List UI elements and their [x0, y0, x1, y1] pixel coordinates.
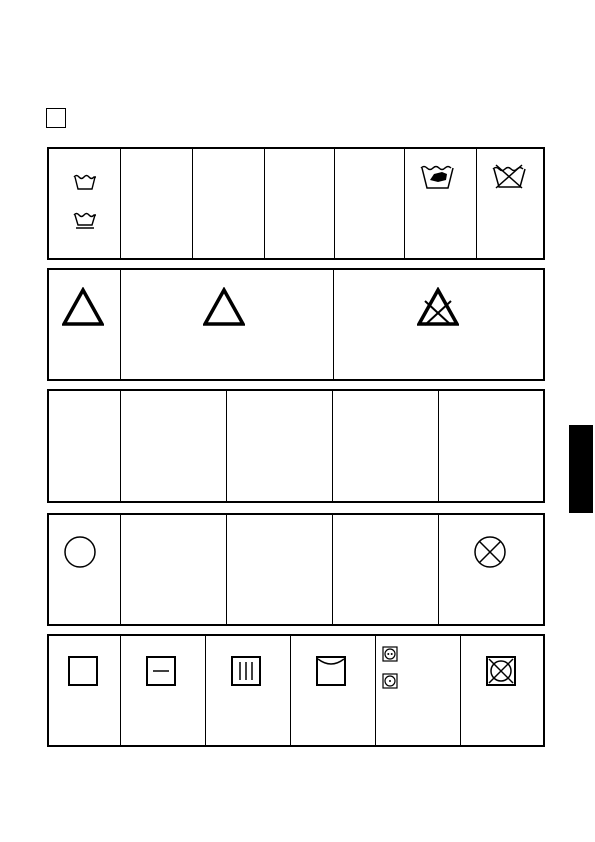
dryclean-a-cell: [121, 515, 227, 624]
iron-medium-cell: [227, 391, 333, 501]
drying-table: [47, 634, 545, 747]
wash-tub-bar-icon: [73, 212, 97, 230]
drying-square-icon: [67, 655, 99, 687]
dryclean-none-cell: [439, 515, 547, 624]
no-bleach-icon: [417, 287, 459, 327]
dry-drip-cell: [206, 636, 291, 745]
iron-none-cell: [439, 391, 547, 501]
wash-40-cell: [265, 149, 335, 258]
tumble-no-cell: [461, 636, 547, 745]
iron-label-cell: [49, 391, 121, 501]
no-dryclean-icon: [473, 535, 507, 569]
bleach-cl-icon: [203, 287, 245, 327]
no-tumble-icon: [485, 655, 517, 687]
wash-95-cell: [121, 149, 193, 258]
dry-flat-cell: [121, 636, 206, 745]
tumble-normal-icon: [382, 646, 398, 662]
dry-line-icon: [315, 655, 347, 687]
dryclean-label-cell: [49, 515, 121, 624]
hand-wash-icon: [420, 162, 454, 190]
info-icon: [46, 108, 66, 128]
dry-flat-icon: [145, 655, 177, 687]
language-tab: [569, 425, 593, 513]
iron-high-cell: [121, 391, 227, 501]
dry-line-cell: [291, 636, 376, 745]
wash-60-cell: [193, 149, 265, 258]
dryclean-f-cell: [333, 515, 439, 624]
wash-tub-icon: [73, 174, 97, 190]
dryclean-circle-icon: [63, 535, 97, 569]
bleach-triangle-icon: [62, 287, 104, 327]
iron-table: [47, 389, 545, 503]
drying-label-cell: [49, 636, 121, 745]
iron-low-cell: [333, 391, 439, 501]
dryclean-p-cell: [227, 515, 333, 624]
tumble-low-icon: [382, 673, 398, 689]
bleach-table: [47, 268, 545, 381]
no-wash-icon: [492, 163, 526, 189]
wash-30-cell: [335, 149, 405, 258]
wash-label-cell: [49, 149, 121, 258]
dry-drip-icon: [230, 655, 262, 687]
dryclean-table: [47, 513, 545, 626]
wash-table: [47, 147, 545, 260]
